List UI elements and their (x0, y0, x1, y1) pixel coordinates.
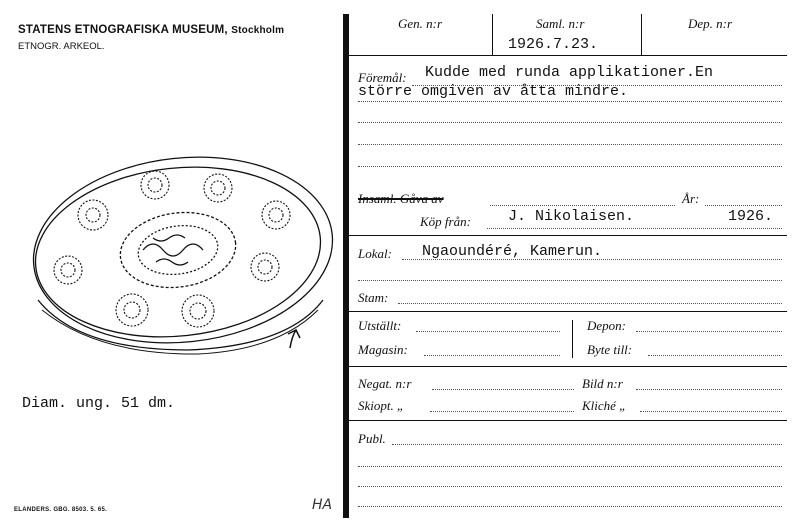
year-value: 1926. (728, 208, 774, 225)
bild-dots (636, 389, 782, 390)
publ-label: Publ. (358, 431, 386, 446)
foremal-label: Föremål: (358, 70, 407, 85)
gen-label: Gen. n:r (398, 16, 443, 31)
foremal-line-1: Kudde med runda applikationer.En (425, 64, 714, 81)
exhibit-rule (349, 366, 787, 367)
foremal-dots-3 (358, 122, 782, 123)
acq-dots-2 (705, 205, 782, 206)
stam-label: Stam: (358, 290, 389, 305)
acq-dots-1 (490, 205, 675, 206)
acq-dots-3 (487, 228, 782, 229)
header-sep-1 (492, 14, 493, 55)
header-rule (349, 55, 787, 56)
department-label: ETNOGR. ARKEOL. (18, 41, 105, 52)
depon-dots (636, 331, 782, 332)
byte-dots (648, 355, 782, 356)
foremal-dots-4 (358, 144, 782, 145)
kliche-label: Kliché „ (582, 398, 627, 413)
magasin-label: Magasin: (358, 342, 408, 357)
saml-value: 1926.7.23. (508, 36, 599, 53)
lokal-dots-1 (402, 259, 782, 260)
diameter-note: Diam. ung. 51 dm. (22, 395, 176, 412)
bild-label: Bild n:r (582, 376, 623, 391)
publ-dots-3 (358, 486, 782, 487)
dep-label: Dep. n:r (688, 16, 733, 31)
museum-header (18, 24, 284, 36)
publ-dots-4 (358, 506, 782, 507)
negat-label: Negat. n:r (358, 376, 412, 391)
foremal-dots-1 (412, 85, 782, 86)
header-sep-2 (641, 14, 642, 55)
byte-label: Byte till: (587, 342, 633, 357)
utstallt-label: Utställt: (358, 318, 402, 333)
initials: HA (312, 497, 333, 513)
museum-city: Stockholm (231, 25, 285, 36)
magasin-dots (424, 355, 560, 356)
lokal-value: Ngaoundéré, Kamerun. (422, 243, 603, 260)
from-label: Köp från: (420, 214, 471, 229)
media-rule (349, 420, 787, 421)
kliche-dots (640, 411, 782, 412)
exhibit-sep (572, 320, 573, 358)
card-divider (343, 14, 349, 518)
lokal-label: Lokal: (358, 246, 392, 261)
year-label: År: (682, 191, 700, 206)
stam-rule (349, 311, 787, 312)
negat-dots (432, 389, 574, 390)
from-value: J. Nikolaisen. (508, 208, 635, 225)
utstallt-dots (416, 331, 560, 332)
lokal-dots-2 (358, 280, 782, 281)
acq-rule (349, 235, 787, 236)
saml-label: Saml. n:r (536, 16, 585, 31)
stam-dots (398, 303, 782, 304)
struck-label: Insaml. Gåva av (358, 191, 444, 206)
skiopt-label: Skiopt. „ (358, 398, 405, 413)
depon-label: Depon: (587, 318, 626, 333)
foremal-dots-5 (358, 166, 782, 167)
printer-note: ELANDERS. GBG. 8503. 5. 65. (14, 507, 108, 513)
museum-name: STATENS ETNOGRAFISKA MUSEUM, (18, 24, 228, 36)
cushion-drawing-icon (18, 150, 338, 360)
publ-dots-1 (392, 444, 782, 445)
skiopt-dots (430, 411, 574, 412)
foremal-dots-2 (358, 101, 782, 102)
publ-dots-2 (358, 466, 782, 467)
foremal-line-2: större omgiven av åtta mindre. (358, 83, 629, 100)
